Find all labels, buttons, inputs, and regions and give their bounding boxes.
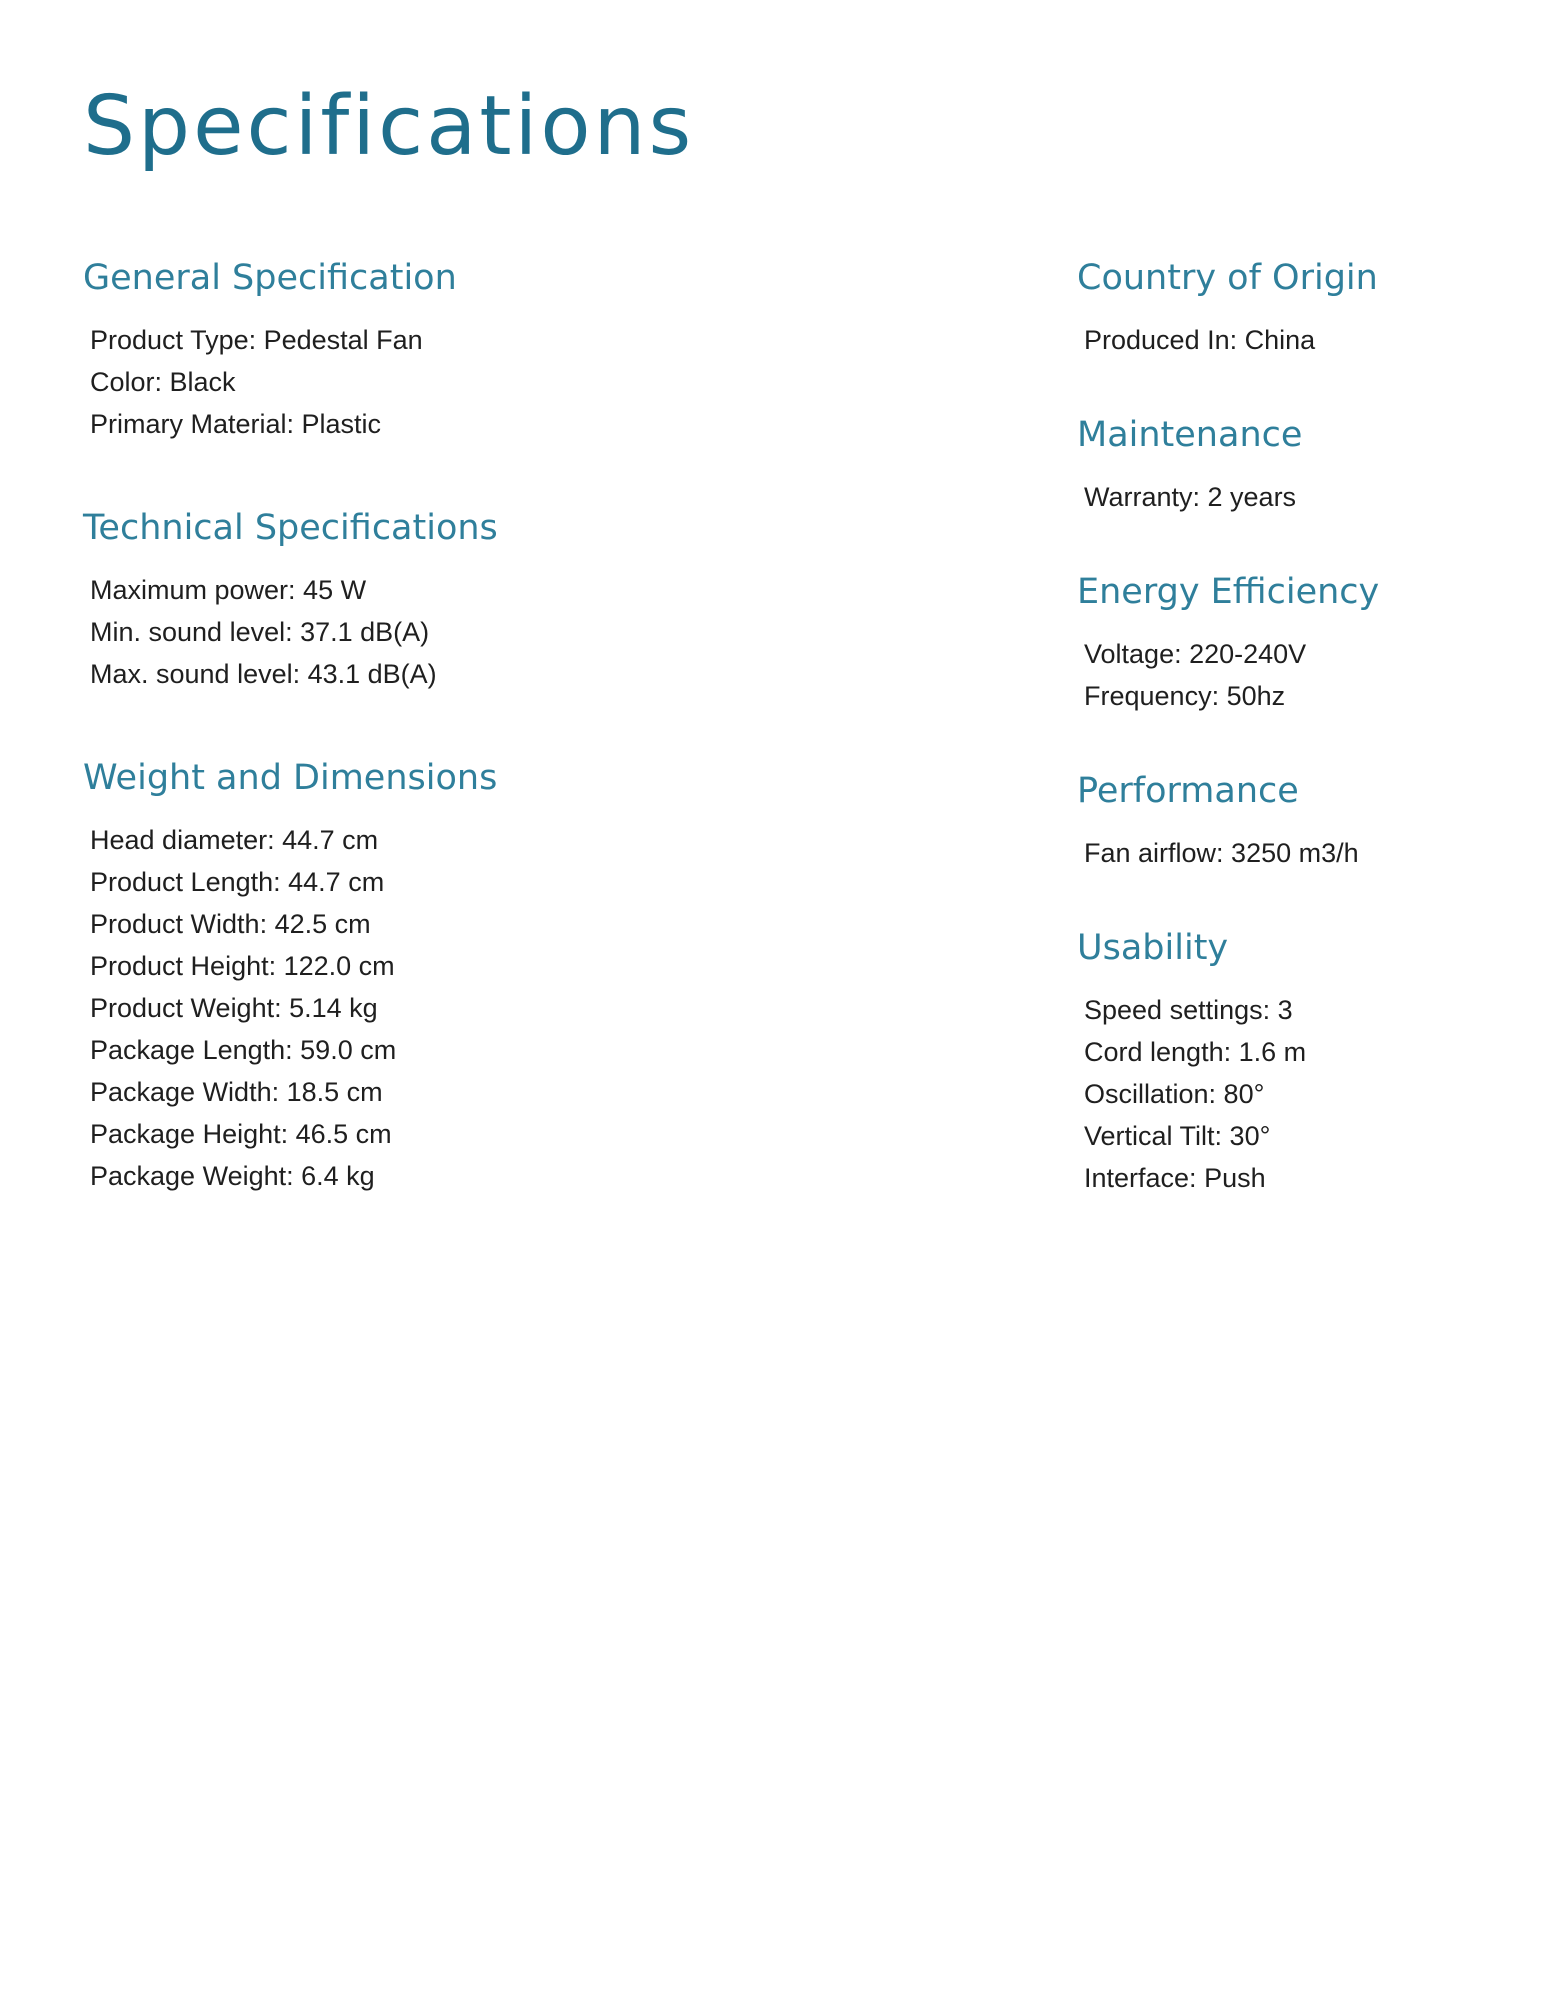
- spec-item: Color: Black: [90, 367, 236, 397]
- spec-item: Cord length: 1.6 m: [1084, 1037, 1307, 1067]
- section-heading: Performance: [1077, 771, 1299, 811]
- left-column: [83, 252, 883, 1197]
- page-title: Specifications: [83, 79, 695, 174]
- spec-item: Produced In: China: [1084, 325, 1316, 355]
- spec-list: [90, 569, 883, 695]
- spec-item: Product Length: 44.7 cm: [90, 867, 385, 897]
- section-heading: Energy Efficiency: [1077, 572, 1380, 612]
- spec-list: [90, 319, 883, 445]
- spec-item: Maximum power: 45 W: [90, 575, 367, 605]
- spec-item: Product Height: 122.0 cm: [90, 951, 395, 981]
- spec-item: Package Weight: 6.4 kg: [90, 1161, 375, 1191]
- spec-item: Product Width: 42.5 cm: [90, 909, 371, 939]
- section-heading: Maintenance: [1077, 415, 1303, 455]
- spec-item: Product Type: Pedestal Fan: [90, 325, 423, 355]
- spec-item: Speed settings: 3: [1084, 995, 1293, 1025]
- spec-item: Min. sound level: 37.1 dB(A): [90, 617, 430, 647]
- spec-item: Package Height: 46.5 cm: [90, 1119, 392, 1149]
- spec-item: Max. sound level: 43.1 dB(A): [90, 659, 437, 689]
- section-general-specification: [83, 252, 883, 445]
- section-heading: Weight and Dimensions: [83, 758, 498, 798]
- spec-item: Package Length: 59.0 cm: [90, 1035, 397, 1065]
- section-performance: [1077, 765, 1517, 874]
- section-weight-and-dimensions: [83, 752, 883, 1197]
- spec-list: [90, 819, 883, 1197]
- spec-item: Fan airflow: 3250 m3/h: [1084, 838, 1359, 868]
- spec-item: Frequency: 50hz: [1084, 681, 1286, 711]
- spec-list: [1084, 832, 1517, 874]
- section-heading: Technical Specifications: [83, 508, 498, 548]
- section-usability: [1077, 922, 1517, 1199]
- section-country-of-origin: [1077, 252, 1517, 361]
- spec-item: Oscillation: 80°: [1084, 1079, 1265, 1109]
- spec-list: [1084, 476, 1517, 518]
- section-maintenance: [1077, 409, 1517, 518]
- section-heading: Country of Origin: [1077, 258, 1378, 298]
- spec-item: Product Weight: 5.14 kg: [90, 993, 378, 1023]
- section-energy-efficiency: [1077, 566, 1517, 717]
- spec-item: Primary Material: Plastic: [90, 409, 382, 439]
- spec-item: Warranty: 2 years: [1084, 482, 1297, 512]
- section-heading: General Specification: [83, 258, 457, 298]
- right-column: [1077, 252, 1517, 1199]
- section-technical-specifications: [83, 502, 883, 695]
- section-heading: Usability: [1077, 928, 1229, 968]
- spec-item: Package Width: 18.5 cm: [90, 1077, 383, 1107]
- spec-item: Voltage: 220-240V: [1084, 639, 1307, 669]
- spec-list: [1084, 989, 1517, 1199]
- spec-item: Interface: Push: [1084, 1163, 1266, 1193]
- spec-list: [1084, 319, 1517, 361]
- spec-item: Head diameter: 44.7 cm: [90, 825, 379, 855]
- spec-item: Vertical Tilt: 30°: [1084, 1121, 1271, 1151]
- spec-list: [1084, 633, 1517, 717]
